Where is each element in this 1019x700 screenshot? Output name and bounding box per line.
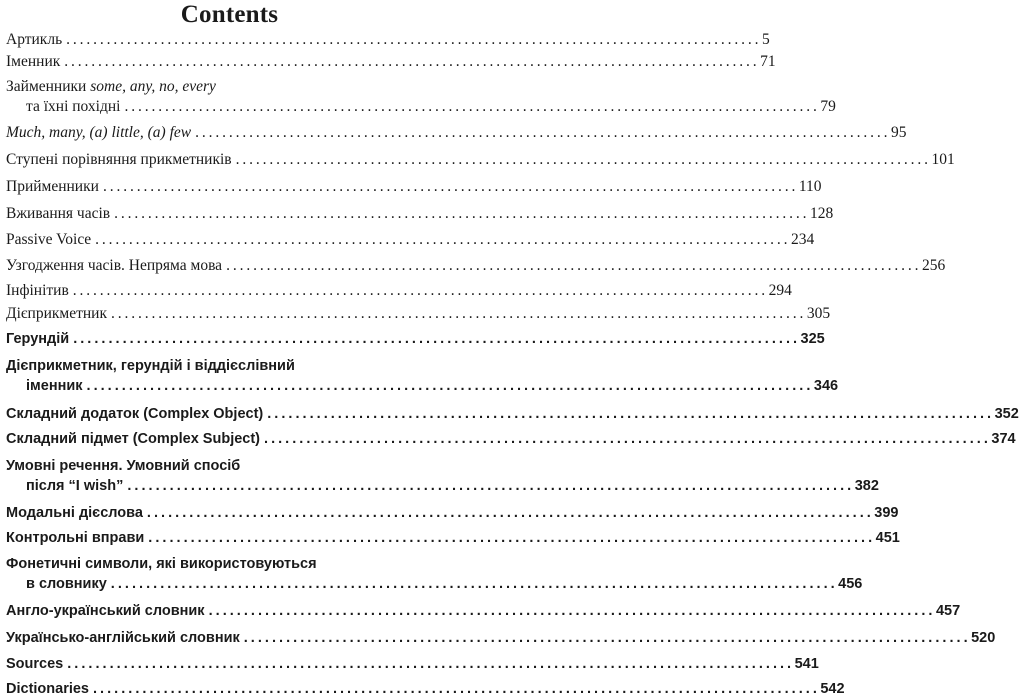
toc-entry-label: Модальні дієслова — [6, 505, 143, 521]
dot-leader — [107, 574, 838, 594]
toc-entry-page: 128 — [810, 205, 834, 222]
toc-entry-label: Іменник — [6, 53, 61, 70]
toc-entry[interactable] — [6, 404, 1019, 424]
dot-leader — [144, 528, 875, 548]
toc-entry-label: Контрольні вправи — [6, 530, 145, 546]
toc-entry[interactable] — [6, 554, 863, 594]
dot-leader — [240, 628, 971, 648]
toc-entry[interactable] — [6, 654, 819, 674]
dot-leader — [123, 476, 854, 496]
toc-entry-label: Passive Voice — [6, 231, 92, 248]
toc-entry-label: Dictionaries — [6, 681, 89, 697]
toc-entry-label-continued: в словнику — [26, 576, 107, 592]
toc-entry-page: 542 — [820, 681, 845, 697]
toc-entry[interactable] — [6, 256, 946, 276]
toc-entry[interactable] — [6, 503, 899, 523]
toc-entry[interactable] — [6, 304, 831, 324]
toc-entry-label: Узгодження часів. Непряма мова — [6, 257, 223, 274]
toc-entry[interactable] — [6, 77, 836, 117]
dot-leader — [120, 97, 820, 117]
toc-entry-label: Дієприкметник, герундій і віддієслівний — [6, 358, 295, 374]
toc-entry-label: Артикль — [6, 31, 63, 48]
toc-entry[interactable] — [6, 356, 839, 396]
dot-leader — [263, 404, 994, 424]
dot-leader — [89, 679, 820, 699]
toc-entry-label: Займенники — [6, 78, 91, 95]
toc-entry-label: Складний додаток (Complex Object) — [6, 406, 264, 422]
toc-entry-page: 374 — [991, 431, 1016, 447]
toc-entry-page: 294 — [768, 282, 792, 299]
toc-entry[interactable] — [6, 628, 996, 648]
toc-entry-label: Вживання часів — [6, 205, 111, 222]
toc-entry-page: 325 — [800, 331, 825, 347]
toc-entry-label: Умовні речення. Умовний спосіб — [6, 458, 241, 474]
toc-entry-page: 457 — [935, 603, 961, 619]
toc-entry-label: Складний підмет (Complex Subject) — [6, 431, 261, 447]
toc-entry-label: Фонетичні символи, які використовуються — [6, 556, 317, 572]
toc-entry-label: Much, many, (a) little, (a) few — [6, 124, 192, 141]
toc-entry-label: Прийменники — [6, 178, 99, 195]
toc-entry[interactable] — [6, 429, 1016, 449]
dot-leader — [91, 230, 791, 250]
toc-entry-page: 382 — [854, 478, 879, 494]
toc-entry[interactable] — [6, 123, 907, 143]
toc-entry-page: 110 — [798, 178, 822, 195]
dot-leader — [69, 329, 800, 349]
toc-entry-page: 541 — [794, 656, 819, 672]
toc-entry-label: Sources — [6, 656, 64, 672]
toc-entry[interactable] — [6, 52, 776, 72]
toc-entry-label-continued: після “I wish” — [26, 478, 124, 494]
dot-leader — [99, 177, 799, 197]
toc-entry-page: 71 — [760, 53, 776, 70]
page-title: Contents — [180, 1, 279, 28]
dot-leader — [232, 150, 932, 170]
toc-entry-page: 399 — [874, 505, 899, 521]
dot-leader — [69, 281, 769, 301]
toc-entry[interactable] — [6, 601, 961, 621]
toc-entry[interactable] — [6, 329, 825, 349]
toc-entry-label-italic: some, any, no, every — [90, 78, 216, 95]
toc-entry[interactable] — [6, 528, 900, 548]
dot-leader — [63, 654, 794, 674]
dot-leader — [205, 601, 936, 621]
toc-entry[interactable] — [6, 281, 792, 301]
toc-entry-page: 256 — [921, 257, 946, 274]
toc-entry-label: Ступені порівняння прикметників — [6, 151, 232, 168]
toc-entry-label: Інфінітив — [6, 282, 69, 299]
toc-entry[interactable] — [6, 150, 955, 170]
toc-entry-label: Герундій — [6, 331, 70, 347]
toc-entry-label: Дієприкметник — [6, 305, 107, 322]
toc-entry[interactable] — [6, 456, 879, 496]
toc-entry-page: 346 — [813, 378, 839, 394]
toc-entry-label: Українсько-англійський словник — [6, 630, 240, 646]
dot-leader — [110, 204, 810, 224]
toc-entry[interactable] — [6, 177, 822, 197]
dot-leader — [260, 429, 991, 449]
toc-entry[interactable] — [6, 230, 815, 250]
toc-entry-page: 79 — [820, 98, 836, 115]
dot-leader — [107, 304, 807, 324]
toc-entry-page: 456 — [838, 576, 863, 592]
toc-entry-label-continued: та їхні похідні — [26, 98, 121, 115]
dot-leader — [62, 30, 762, 50]
toc-entry-page: 95 — [890, 124, 907, 141]
dot-leader — [191, 123, 891, 143]
toc-entry-page: 305 — [806, 305, 831, 322]
dot-leader — [83, 376, 814, 396]
toc-entry-label-continued: іменник — [26, 378, 83, 394]
dot-leader — [222, 256, 922, 276]
toc-entry-label: Англо-український словник — [6, 603, 205, 619]
toc-entry[interactable] — [6, 204, 834, 224]
toc-entry[interactable] — [6, 679, 845, 699]
dot-leader — [60, 52, 760, 72]
toc-entry[interactable] — [6, 30, 770, 50]
dot-leader — [143, 503, 874, 523]
toc-entry-page: 520 — [971, 630, 996, 646]
toc-entry-page: 451 — [875, 530, 900, 546]
toc-entry-page: 101 — [931, 151, 955, 168]
toc-entry-page: 5 — [762, 31, 770, 48]
toc-entry-page: 352 — [994, 406, 1019, 422]
toc-entry-page: 234 — [790, 231, 815, 248]
